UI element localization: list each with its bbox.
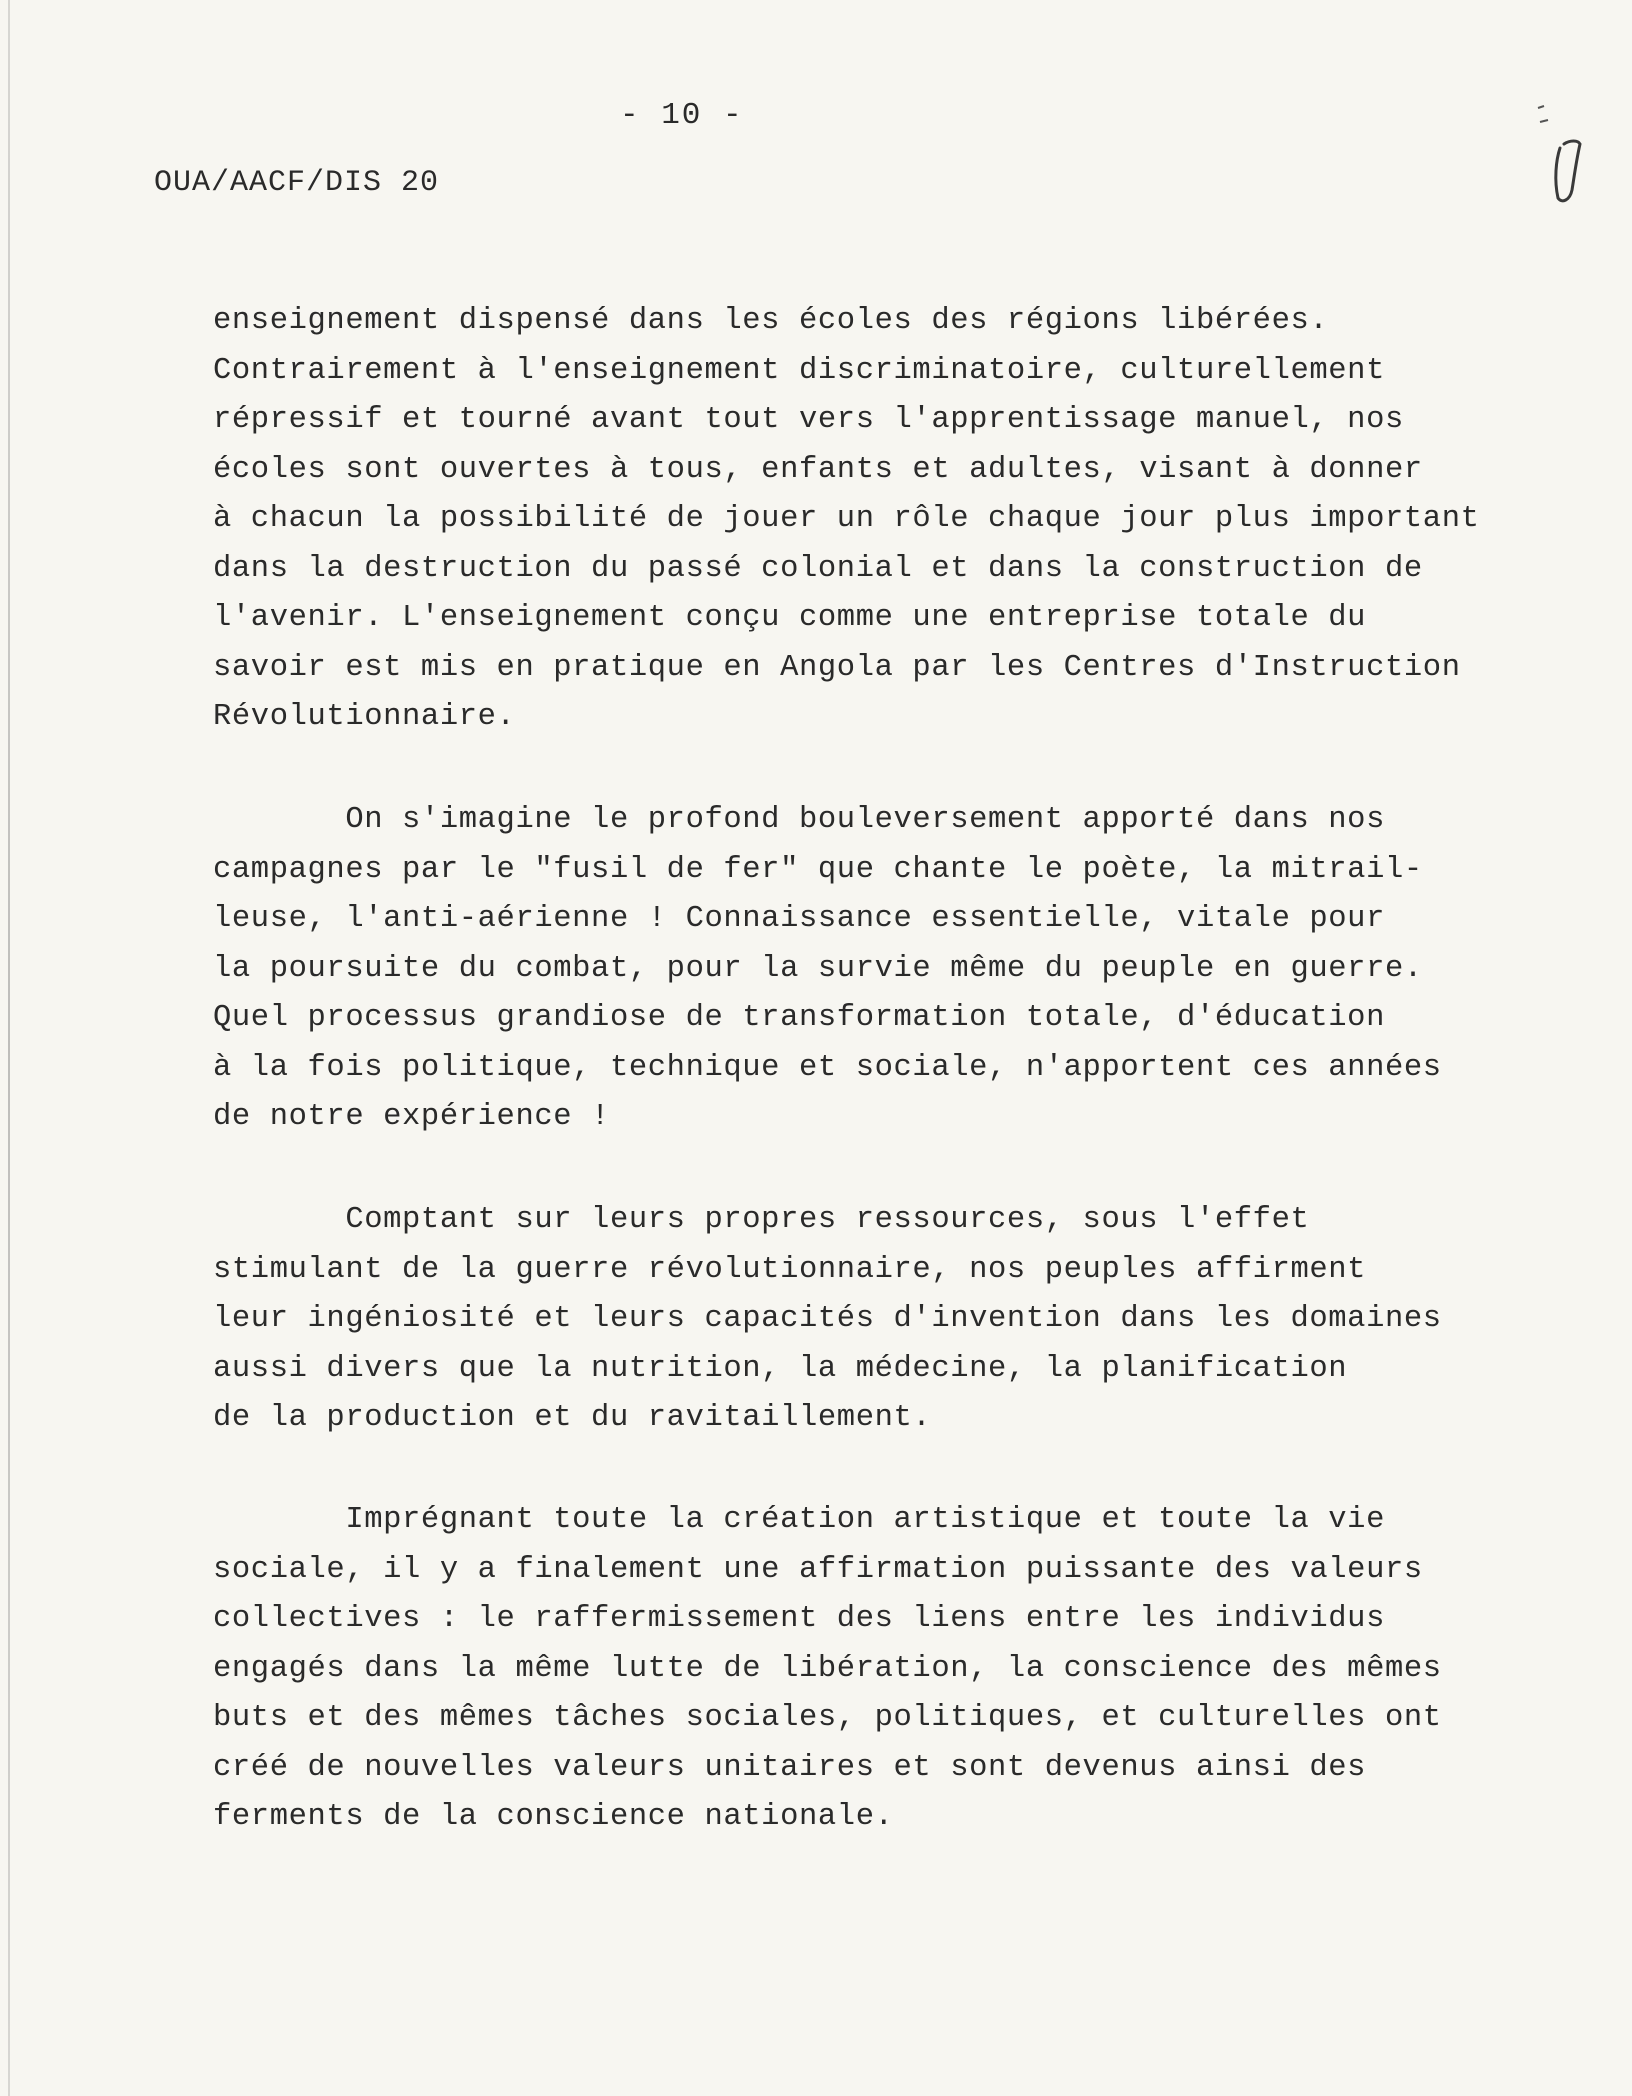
paragraph-4 [213,1496,1553,1843]
text-line: à la fois politique, technique et sociale, n'apportent ces années [213,1050,1442,1085]
handwritten-mark-icon [1530,100,1590,210]
text-line: aussi divers que la nutrition, la médecine, la planification [213,1351,1348,1386]
text-line: Quel processus grandiose de transformation totale, d'éducation [213,1001,1385,1035]
text-line: On s'imagine le profond bouleversement apporté dans nos [213,803,1385,837]
text-line: dans la destruction du passé colonial et dans la construction de [213,551,1423,586]
document-reference: OUA/AACF/DIS 20 [154,166,440,200]
text-line: engagés dans la même lutte de libération, la conscience des mêmes [213,1651,1442,1686]
text-line: stimulant de la guerre révolutionnaire, nos peuples affirment [213,1252,1367,1287]
text-line: la poursuite du combat, pour la survie même du peuple en guerre. [213,951,1423,986]
text-line: Comptant sur leurs propres ressources, sous l'effet [213,1203,1310,1237]
paragraph-2 [213,796,1553,1143]
page-edge-divider [8,0,10,2096]
paragraph-3 [213,1196,1553,1444]
text-line: leuse, l'anti-aérienne ! Connaissance essentielle, vitale pour [213,902,1385,936]
text-line: collectives : le raffermissement des liens entre les individus [213,1602,1385,1636]
text-line: répressif et tourné avant tout vers l'apprentissage manuel, nos [213,403,1404,437]
text-line: Contrairement à l'enseignement discriminatoire, culturellement [213,353,1385,388]
text-line: Imprégnant toute la création artistique et toute la vie [213,1503,1385,1537]
text-line: de la production et du ravitaillement. [213,1401,932,1435]
text-line: savoir est mis en pratique en Angola par les Centres d'Instruction [213,650,1461,685]
text-line: sociale, il y a finalement une affirmation puissante des valeurs [213,1552,1423,1587]
paragraph-1 [213,297,1553,743]
text-line: écoles sont ouvertes à tous, enfants et adultes, visant à donner [213,452,1423,487]
text-line: leur ingéniosité et leurs capacités d'invention dans les domaines [213,1302,1442,1336]
text-line: à chacun la possibilité de jouer un rôle chaque jour plus important [213,502,1480,536]
text-line: ferments de la conscience nationale. [213,1800,894,1834]
text-line: créé de nouvelles valeurs unitaires et sont devenus ainsi des [213,1750,1367,1785]
page-number: - 10 - [620,98,744,133]
text-line: campagnes par le "fusil de fer" que chante le poète, la mitrail- [213,852,1423,887]
text-line: buts et des mêmes tâches sociales, politiques, et culturelles ont [213,1701,1442,1735]
text-line: de notre expérience ! [213,1100,610,1134]
text-line: enseignement dispensé dans les écoles des régions libérées. [213,304,1329,338]
text-line: Révolutionnaire. [213,700,516,734]
text-line: l'avenir. L'enseignement conçu comme une entreprise totale du [213,601,1367,635]
